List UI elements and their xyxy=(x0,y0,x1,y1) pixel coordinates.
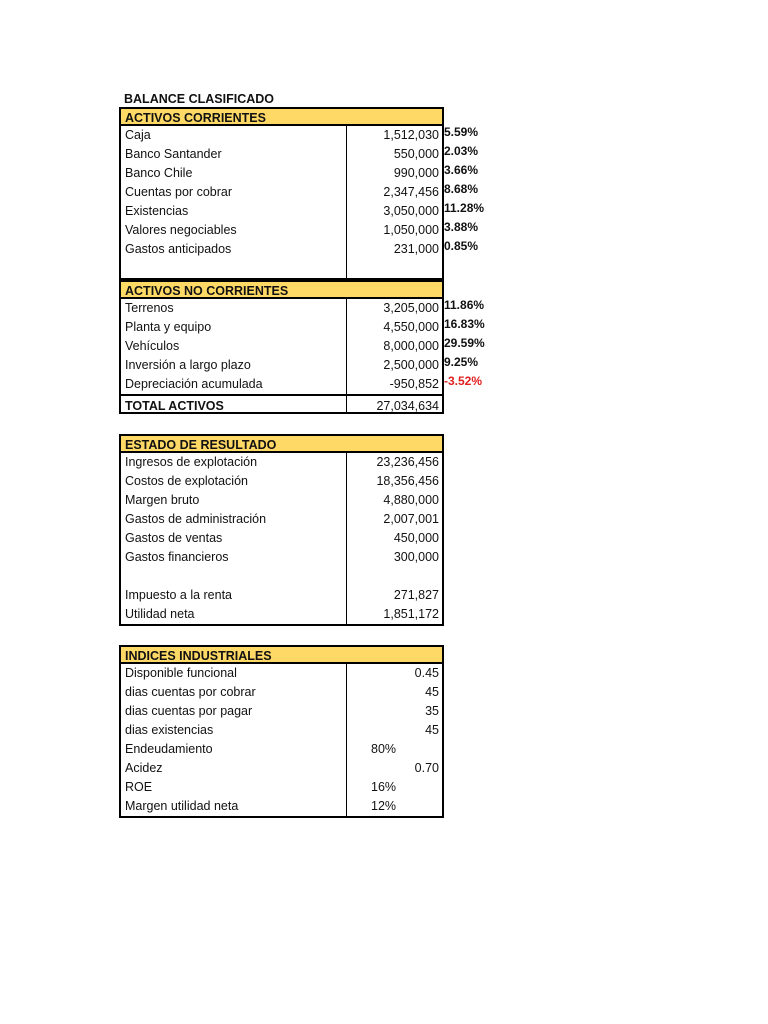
row-label: Disponible funcional xyxy=(125,666,237,680)
row-label: Caja xyxy=(125,128,151,142)
row-value: 990,000 xyxy=(393,166,439,180)
table-row[interactable] xyxy=(121,548,442,567)
activos-no-corrientes-block xyxy=(119,280,485,414)
row-label: Planta y equipo xyxy=(125,320,212,334)
row-value: 3,050,000 xyxy=(383,204,439,218)
table-row[interactable] xyxy=(121,605,442,624)
table-row[interactable] xyxy=(121,374,483,394)
row-label: dias cuentas por pagar xyxy=(125,704,253,718)
row-value: 80% xyxy=(371,742,397,756)
spacer xyxy=(119,626,519,645)
indices-industriales-block xyxy=(119,645,444,818)
table-row[interactable] xyxy=(121,453,442,472)
row-label: Margen utilidad neta xyxy=(125,799,239,813)
indices-industriales-header: INDICES INDUSTRIALES xyxy=(119,645,444,664)
row-value: 45 xyxy=(425,685,439,699)
row-percent: 11.28% xyxy=(444,201,485,215)
row-label: Valores negociables xyxy=(125,223,237,237)
row-label: Utilidad neta xyxy=(125,607,195,621)
row-label: Costos de explotación xyxy=(125,474,248,488)
activos-corrientes-header: ACTIVOS CORRIENTES xyxy=(119,107,444,126)
row-value: 300,000 xyxy=(393,550,439,564)
table-row[interactable] xyxy=(121,586,442,605)
row-percent: 2.03% xyxy=(444,144,479,158)
row-value: 1,050,000 xyxy=(383,223,439,237)
activos-no-corrientes-body xyxy=(119,298,485,394)
row-value: 450,000 xyxy=(393,531,439,545)
row-percent: 3.88% xyxy=(444,220,479,234)
table-row[interactable] xyxy=(121,510,442,529)
table-row[interactable] xyxy=(121,759,442,778)
table-row[interactable] xyxy=(121,529,442,548)
table-row[interactable] xyxy=(121,683,442,702)
row-value: 2,007,001 xyxy=(383,512,439,526)
row-label: Terrenos xyxy=(125,301,174,315)
table-row[interactable] xyxy=(121,797,442,816)
row-percent: -3.52% xyxy=(444,374,483,388)
spacer xyxy=(119,414,519,434)
row-value: 4,880,000 xyxy=(383,493,439,507)
row-label: Cuentas por cobrar xyxy=(125,185,233,199)
row-label: Margen bruto xyxy=(125,493,200,507)
table-row[interactable] xyxy=(121,721,442,740)
row-value: 271,827 xyxy=(393,588,439,602)
row-percent: 0.85% xyxy=(444,239,479,253)
total-label: TOTAL ACTIVOS xyxy=(125,399,224,413)
row-label: Gastos financieros xyxy=(125,550,229,564)
row-label: ROE xyxy=(125,780,153,794)
row-percent: 8.68% xyxy=(444,182,479,196)
row-value: 231,000 xyxy=(393,242,439,256)
row-value: 2,500,000 xyxy=(383,358,439,372)
row-label: dias existencias xyxy=(125,723,214,737)
table-row[interactable] xyxy=(121,201,485,221)
table-row[interactable] xyxy=(121,144,479,164)
row-label: Gastos de administración xyxy=(125,512,267,526)
table-row[interactable] xyxy=(121,664,442,683)
row-value: 0.45 xyxy=(414,666,439,680)
row-label: Endeudamiento xyxy=(125,742,213,756)
row-percent: 3.66% xyxy=(444,163,479,177)
activos-corrientes-body xyxy=(119,125,485,280)
row-value: 12% xyxy=(371,799,397,813)
estado-resultado-block xyxy=(119,434,444,626)
table-row[interactable] xyxy=(121,336,485,356)
row-percent: 16.83% xyxy=(444,317,485,331)
row-value: 18,356,456 xyxy=(376,474,439,488)
estado-resultado-header: ESTADO DE RESULTADO xyxy=(119,434,444,453)
row-label: Banco Santander xyxy=(125,147,222,161)
table-row[interactable] xyxy=(121,163,479,183)
empty-row[interactable] xyxy=(121,567,442,586)
row-label: Existencias xyxy=(125,204,189,218)
estado-resultado-body xyxy=(119,453,444,626)
indices-industriales-body xyxy=(119,664,444,818)
row-value: 1,512,030 xyxy=(383,128,439,142)
table-row[interactable] xyxy=(121,702,442,721)
table-row[interactable] xyxy=(121,740,442,759)
row-label: Acidez xyxy=(125,761,163,775)
balance-title: BALANCE CLASIFICADO xyxy=(124,92,274,106)
table-row[interactable] xyxy=(121,317,485,337)
row-value: 2,347,456 xyxy=(383,185,439,199)
row-value: -950,852 xyxy=(389,377,439,391)
row-value: 0.70 xyxy=(414,761,439,775)
row-value: 1,851,172 xyxy=(383,607,439,621)
table-row[interactable] xyxy=(121,239,479,259)
table-row[interactable] xyxy=(121,778,442,797)
activos-corrientes-block xyxy=(119,107,485,280)
row-value: 550,000 xyxy=(393,147,439,161)
row-percent: 11.86% xyxy=(444,298,485,312)
row-label: dias cuentas por cobrar xyxy=(125,685,256,699)
table-row[interactable] xyxy=(121,220,479,240)
row-value: 45 xyxy=(425,723,439,737)
row-percent: 9.25% xyxy=(444,355,479,369)
table-row[interactable] xyxy=(121,182,479,202)
row-label: Vehículos xyxy=(125,339,180,353)
activos-no-corrientes-header: ACTIVOS NO CORRIENTES xyxy=(119,280,444,299)
table-row[interactable] xyxy=(121,298,485,318)
row-percent: 29.59% xyxy=(444,336,485,350)
row-label: Inversión a largo plazo xyxy=(125,358,251,372)
row-percent: 5.59% xyxy=(444,125,479,139)
row-value: 16% xyxy=(371,780,397,794)
empty-row[interactable] xyxy=(121,259,442,278)
row-value: 3,205,000 xyxy=(383,301,439,315)
table-row[interactable] xyxy=(121,472,442,491)
row-value: 4,550,000 xyxy=(383,320,439,334)
total-activos-row[interactable] xyxy=(119,394,444,414)
row-label: Banco Chile xyxy=(125,166,193,180)
total-value: 27,034,634 xyxy=(376,399,439,413)
row-label: Gastos de ventas xyxy=(125,531,223,545)
table-row[interactable] xyxy=(121,355,479,375)
row-value: 35 xyxy=(425,704,439,718)
spreadsheet xyxy=(119,88,519,818)
table-row[interactable] xyxy=(121,491,442,510)
row-label: Gastos anticipados xyxy=(125,242,232,256)
row-label: Impuesto a la renta xyxy=(125,588,233,602)
row-value: 8,000,000 xyxy=(383,339,439,353)
row-value: 23,236,456 xyxy=(376,455,439,469)
table-row[interactable] xyxy=(121,125,479,145)
row-label: Depreciación acumulada xyxy=(125,377,263,391)
row-label: Ingresos de explotación xyxy=(125,455,258,469)
